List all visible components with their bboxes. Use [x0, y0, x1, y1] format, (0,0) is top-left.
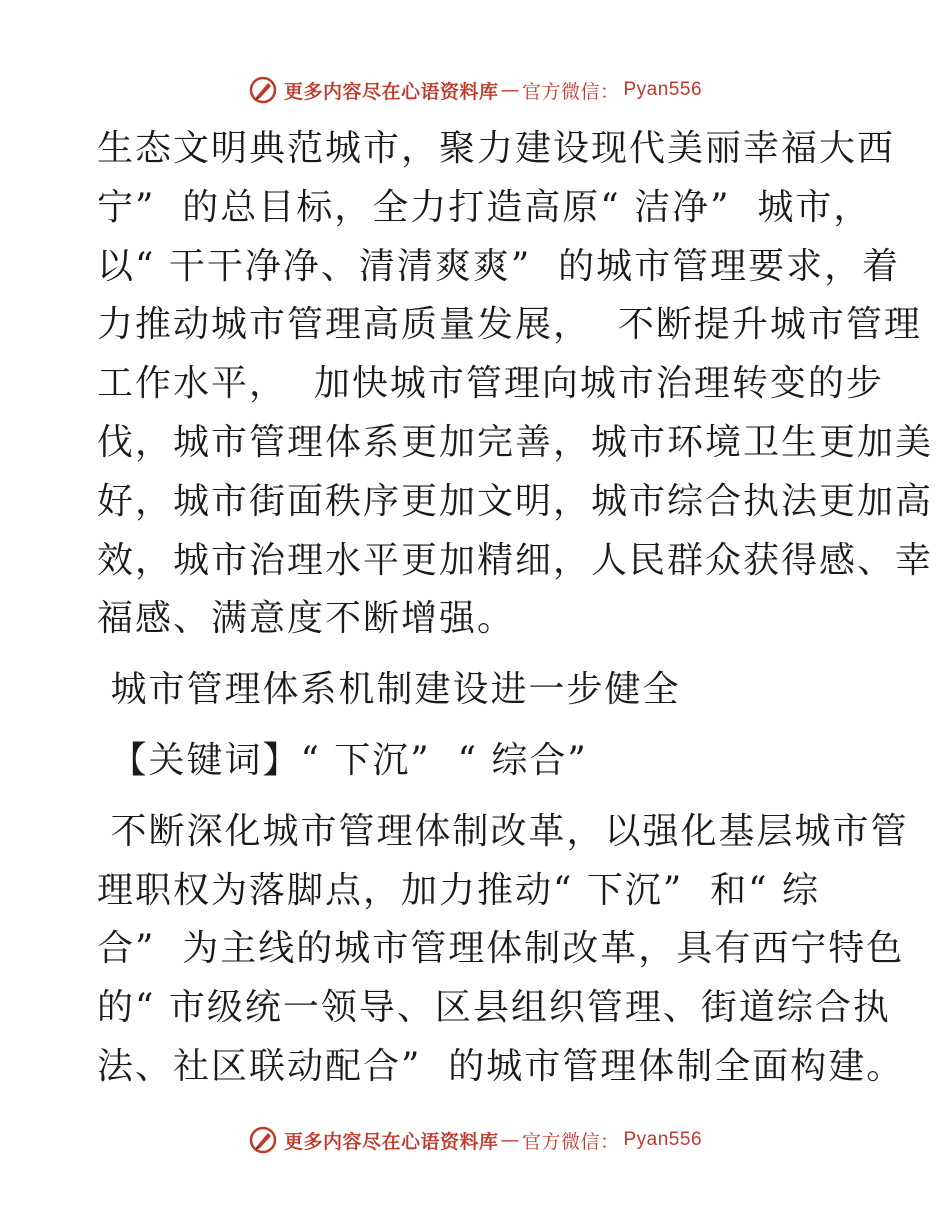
pen-circle-logo-icon — [248, 75, 278, 105]
header-watermark-banner — [0, 70, 950, 110]
keywords-line: 【关键词】“ 下沉” “ 综合” — [97, 739, 588, 781]
banner-wechat-id: Pyan556 — [623, 79, 703, 100]
banner-wechat-label: 官方微信： — [521, 80, 620, 103]
section-heading: 城市管理体系机制建设进一步健全 — [97, 669, 681, 711]
paragraph-line: 工作水平， 加快城市管理向城市治理转变的步 — [97, 363, 884, 405]
banner-brand-text: 更多内容尽在心语资料库 — [283, 1130, 499, 1153]
document-body — [97, 120, 934, 1097]
paragraph-line: 法、社区联动配合” 的城市管理体制全面构建。 — [97, 1045, 905, 1087]
paragraph-line: 的“ 市级统一领导、区县组织管理、街道综合执 — [97, 987, 891, 1029]
paragraph-gap — [97, 791, 857, 803]
paragraph-2 — [97, 803, 909, 1097]
paragraph-line: 好，城市街面秩序更加文明，城市综合执法更加高 — [97, 480, 934, 522]
paragraph-gap — [97, 649, 857, 661]
paragraph-line: 福感、满意度不断增强。 — [97, 598, 516, 640]
paragraph-line: 伐，城市管理体系更加完善，城市环境卫生更加美 — [97, 421, 934, 463]
paragraph-line: 宁” 的总目标，全力打造高原“ 洁净” 城市， — [97, 186, 872, 228]
banner-separator: — — [500, 1129, 520, 1151]
paragraph-line: 以“ 干干净净、清清爽爽” 的城市管理要求，着 — [97, 245, 901, 287]
paragraph-1 — [97, 120, 934, 649]
banner-wechat-label: 官方微信： — [521, 1130, 620, 1153]
paragraph-line: 效，城市治理水平更加精细，人民群众获得感、幸 — [97, 539, 934, 581]
banner-wechat-id: Pyan556 — [623, 1129, 703, 1150]
banner-brand-text: 更多内容尽在心语资料库 — [283, 80, 499, 103]
paragraph-gap — [97, 720, 857, 732]
footer-watermark-banner — [0, 1120, 950, 1160]
paragraph-line: 理职权为落脚点，加力推动“ 下沉” 和“ 综 — [97, 869, 820, 911]
paragraph-line: 生态文明典范城市，聚力建设现代美丽幸福大西 — [97, 128, 896, 169]
paragraph-line: 不断深化城市管理体制改革，以强化基层城市管 — [97, 810, 909, 852]
pen-circle-logo-icon — [248, 1125, 278, 1155]
banner-separator: — — [500, 79, 520, 101]
paragraph-line: 合” 为主线的城市管理体制改革，具有西宁特色 — [97, 928, 905, 970]
paragraph-line: 力推动城市管理高质量发展， 不断提升城市管理 — [97, 304, 922, 346]
